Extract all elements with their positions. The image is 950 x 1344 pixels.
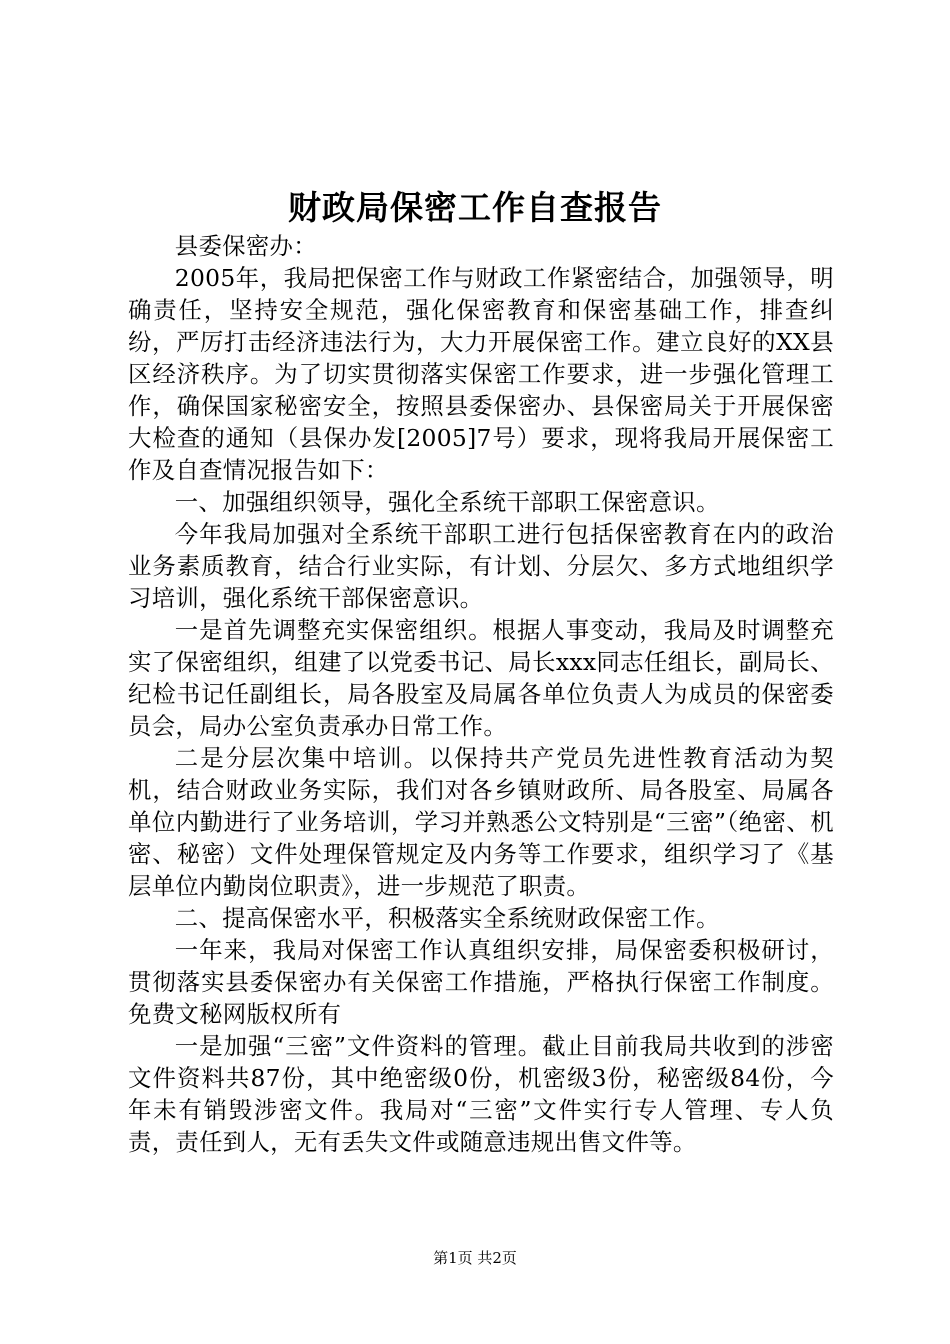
document-body [128, 230, 834, 1158]
paragraph: 今年我局加强对全系统干部职工进行包括保密教育在内的政治业务素质教育，结合行业实际，有计划、分层欠、多方式地组织学习培训，强化系统干部保密意识。 [128, 520, 834, 612]
paragraph: 一是加强“三密”文件资料的管理。截止目前我局共收到的涉密文件资料共87份，其中绝密级0份，机密级3份，秘密级84份，今年未有销毁涉密文件。我局对“三密”文件实行专人管理、专人负责，责任到人，无有丢失文件或随意违规出售文件等。 [128, 1032, 834, 1156]
section-heading-1: 一、加强组织领导，强化全系统干部职工保密意识。 [174, 488, 720, 516]
paragraph: 一年来，我局对保密工作认真组织安排，局保密委积极研讨，贯彻落实县委保密办有关保密工作措施，严格执行保密工作制度。免费文秘网版权所有 [128, 936, 834, 1028]
salutation: 县委保密办： [174, 232, 317, 260]
document-title: 财政局保密工作自查报告 [288, 188, 662, 227]
section-heading-2: 二、提高保密水平，积极落实全系统财政保密工作。 [174, 904, 720, 932]
paragraph: 一是首先调整充实保密组织。根据人事变动，我局及时调整充实了保密组织，组建了以党委书记、局长xxx同志任组长，副局长、纪检书记任副组长，局各股室及局属各单位负责人为成员的保密委员会，局办公室负责承办日常工作。 [128, 616, 834, 740]
page-footer: 第1页 共2页 [433, 1249, 517, 1267]
paragraph: 二是分层次集中培训。以保持共产党员先进性教育活动为契机，结合财政业务实际，我们对各乡镇财政所、局各股室、局属各单位内勤进行了业务培训，学习并熟悉公文特别是“三密”（绝密、机密、秘密）文件处理保管规定及内务等工作要求，组织学习了《基层单位内勤岗位职责》，进一步规范了职责。 [128, 744, 834, 900]
paragraph-intro: 2005年，我局把保密工作与财政工作紧密结合，加强领导，明确责任，坚持安全规范，强化保密教育和保密基础工作，排查纠纷，严厉打击经济违法行为，大力开展保密工作。建立良好的XX县区经济秩序。为了切实贯彻落实保密工作要求，进一步强化管理工作，确保国家秘密安全，按照县委保密办、县保密局关于开展保密大检查的通知（县保办发[2005]7号）要求，现将我局开展保密工作及自查情况报告如下： [128, 264, 834, 484]
